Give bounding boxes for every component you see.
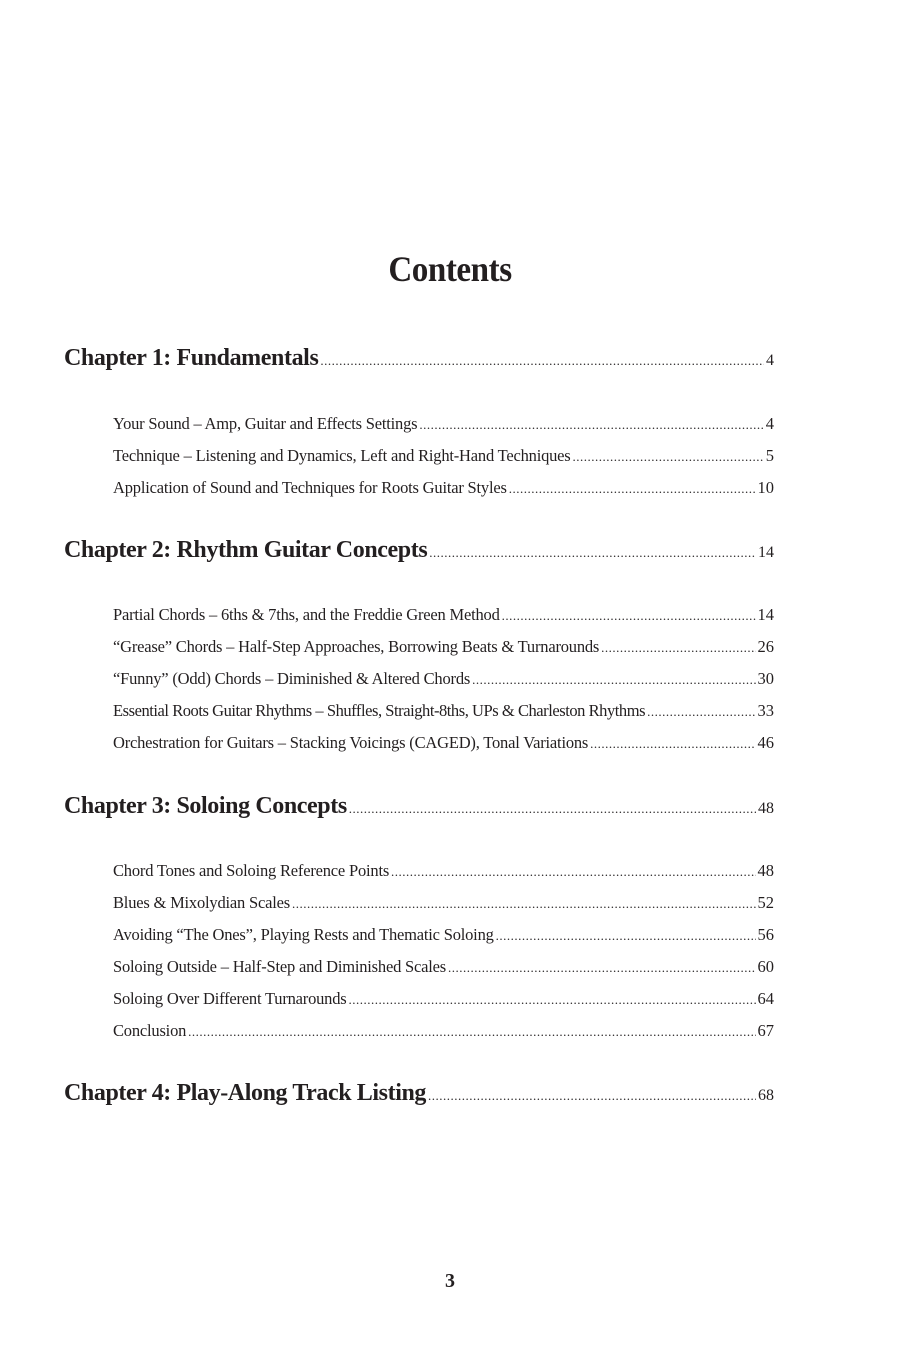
dot-leader	[502, 605, 756, 627]
entry-page-number: 67	[757, 1021, 774, 1040]
chapter-title: Chapter 4: Play-Along Track Listing	[64, 1080, 427, 1106]
dot-leader	[573, 446, 764, 468]
entry-title: “Funny” (Odd) Chords – Diminished & Altered Chords	[113, 669, 471, 688]
toc-entry[interactable]	[113, 892, 774, 914]
entry-page-number: 52	[757, 893, 774, 912]
chapter-title: Chapter 3: Soloing Concepts	[64, 793, 347, 819]
dot-leader	[448, 957, 756, 979]
entry-title: “Grease” Chords – Half-Step Approaches, Borrowing Beats & Turnarounds	[113, 637, 600, 656]
entry-page-number: 10	[757, 478, 774, 497]
chapter-title: Chapter 2: Rhythm Guitar Concepts	[64, 537, 428, 563]
toc-entry[interactable]	[113, 988, 774, 1010]
chapter-page-number: 4	[766, 352, 774, 369]
entry-page-number: 30	[757, 669, 774, 688]
dot-leader	[496, 925, 756, 947]
toc-chapter-2[interactable]	[64, 535, 774, 565]
dot-leader	[419, 414, 763, 436]
dot-leader	[472, 669, 755, 691]
toc-entry[interactable]	[113, 860, 774, 882]
toc-entry[interactable]	[113, 732, 774, 754]
entry-page-number: 64	[757, 989, 774, 1008]
entry-page-number: 56	[757, 925, 774, 944]
page-title: Contents	[388, 249, 512, 289]
entry-title: Chord Tones and Soloing Reference Points	[113, 861, 390, 880]
entry-title: Application of Sound and Techniques for Roots Guitar Styles	[113, 478, 507, 497]
dot-leader	[391, 861, 755, 883]
dot-leader	[292, 893, 756, 915]
dot-leader	[509, 478, 756, 500]
toc-entry[interactable]	[113, 445, 774, 467]
dot-leader	[429, 538, 756, 568]
chapter-page-number: 68	[758, 1087, 774, 1104]
toc-chapter-4[interactable]	[64, 1078, 774, 1108]
entry-title: Soloing Outside – Half-Step and Diminished Scales	[113, 957, 446, 976]
entry-page-number: 4	[765, 414, 774, 433]
entry-title: Technique – Listening and Dynamics, Left and Right-Hand Techniques	[113, 446, 571, 465]
toc-entry[interactable]	[113, 477, 774, 499]
toc-entry[interactable]	[113, 668, 774, 690]
chapter-page-number: 14	[758, 544, 774, 561]
toc-entry[interactable]	[113, 700, 774, 722]
entry-title: Avoiding “The Ones”, Playing Rests and Thematic Soloing	[113, 925, 494, 944]
chapter-title: Chapter 1: Fundamentals	[64, 345, 319, 371]
dot-leader	[601, 637, 755, 659]
entry-title: Conclusion	[113, 1021, 187, 1040]
dot-leader	[590, 733, 755, 755]
dot-leader	[349, 794, 756, 824]
entry-title: Orchestration for Guitars – Stacking Voicings (CAGED), Tonal Variations	[113, 733, 589, 752]
entry-title: Blues & Mixolydian Scales	[113, 893, 290, 912]
toc-entry[interactable]	[113, 924, 774, 946]
chapter-page-number: 48	[758, 800, 774, 817]
entry-title: Your Sound – Amp, Guitar and Effects Settings	[113, 414, 418, 433]
entry-page-number: 48	[757, 861, 774, 880]
dot-leader	[428, 1081, 756, 1111]
page-number: 3	[445, 1270, 455, 1292]
toc-entry[interactable]	[113, 956, 774, 978]
dot-leader	[188, 1021, 755, 1043]
dot-leader	[349, 989, 756, 1011]
entry-title: Essential Roots Guitar Rhythms – Shuffles, Straight-8ths, UPs & Charleston Rhythms	[113, 701, 646, 720]
entry-page-number: 14	[757, 605, 774, 624]
entry-page-number: 26	[757, 637, 774, 656]
toc-entry[interactable]	[113, 413, 774, 435]
entry-page-number: 46	[757, 733, 774, 752]
dot-leader	[647, 701, 755, 723]
toc-chapter-3[interactable]	[64, 791, 774, 821]
entry-page-number: 33	[757, 701, 774, 720]
entry-page-number: 60	[757, 957, 774, 976]
toc-entry[interactable]	[113, 604, 774, 626]
entry-title: Partial Chords – 6ths & 7ths, and the Freddie Green Method	[113, 605, 500, 624]
toc-chapter-1[interactable]	[64, 343, 774, 373]
entry-title: Soloing Over Different Turnarounds	[113, 989, 347, 1008]
dot-leader	[320, 346, 764, 376]
toc-entry[interactable]	[113, 636, 774, 658]
toc-entry[interactable]	[113, 1020, 774, 1042]
entry-page-number: 5	[765, 446, 774, 465]
